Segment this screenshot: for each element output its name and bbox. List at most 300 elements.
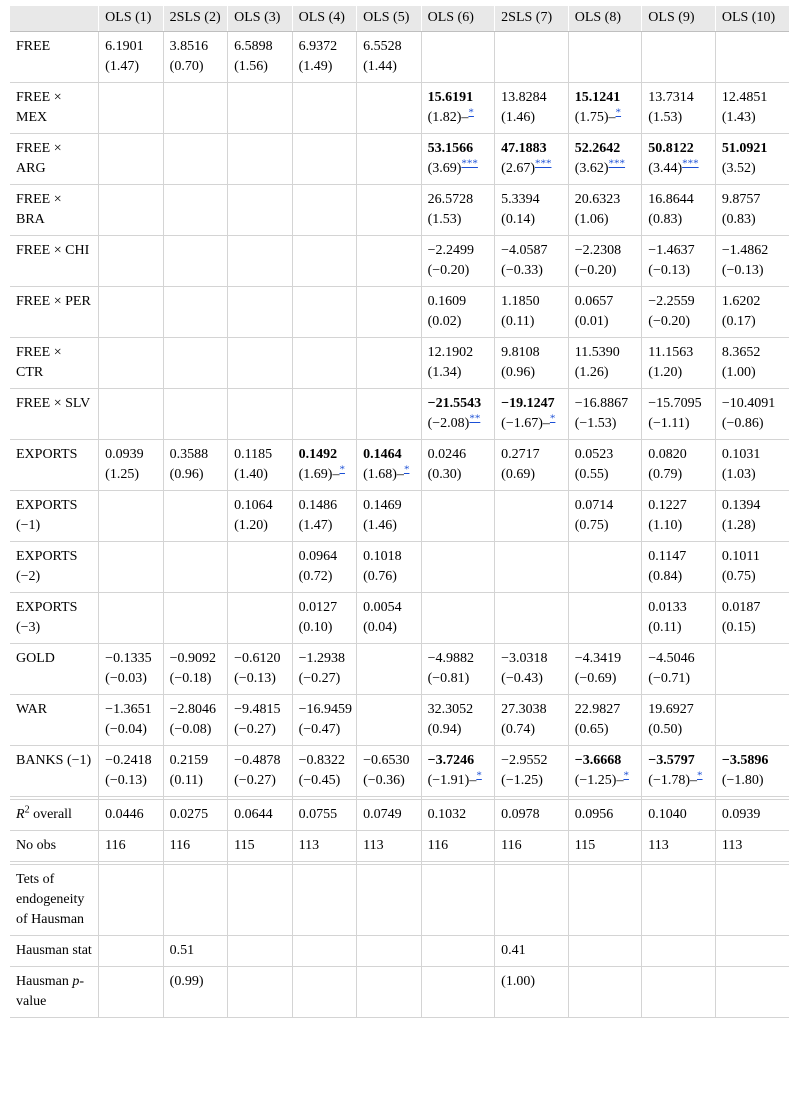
column-header: OLS (9) <box>642 6 716 32</box>
table-cell <box>228 236 292 287</box>
row-label: Tets of endogeneity of Hausman <box>10 865 99 936</box>
coefficient-value: −3.6668 <box>574 753 622 768</box>
table-cell <box>292 695 356 746</box>
table-cell <box>228 134 292 185</box>
column-header: OLS (3) <box>228 6 292 32</box>
column-header: OLS (5) <box>357 6 421 32</box>
table-cell <box>715 695 789 746</box>
coefficient-value: 47.1883 <box>501 141 547 156</box>
table-cell <box>357 389 421 440</box>
t-stat-text: (1.82)– <box>427 110 469 125</box>
t-stat-text: (1.56) <box>234 59 268 74</box>
row-label: EXPORTS <box>10 440 99 491</box>
t-stat-text: (−1.91)– <box>427 773 477 788</box>
table-cell <box>421 936 495 967</box>
table-cell <box>163 440 227 491</box>
t-stat-text: (−0.27) <box>234 773 276 788</box>
t-stat-text: (1.44) <box>363 59 397 74</box>
coefficient-value: 0.1492 <box>298 447 338 462</box>
t-statistic <box>575 159 636 179</box>
table-cell <box>495 287 569 338</box>
table-cell <box>421 389 495 440</box>
table-cell <box>568 389 642 440</box>
table-cell <box>228 185 292 236</box>
t-stat-text: (−1.67)– <box>501 416 550 431</box>
table-cell <box>715 338 789 389</box>
significance-stars: * <box>339 463 345 476</box>
significance-stars: * <box>476 769 482 782</box>
table-cell <box>163 287 227 338</box>
table-cell <box>163 865 227 936</box>
table-cell: 0.0978 <box>495 800 569 831</box>
table-cell <box>99 236 163 287</box>
t-stat-text: (−0.18) <box>169 671 212 686</box>
coefficient-value: 0.1064 <box>234 498 273 513</box>
t-statistic <box>648 210 709 230</box>
t-stat-text: (1.49) <box>298 59 333 74</box>
coefficient-value: −16.9459 <box>298 702 353 717</box>
table-cell <box>495 338 569 389</box>
t-statistic <box>722 465 783 485</box>
t-statistic <box>299 720 350 740</box>
t-statistic <box>501 363 562 383</box>
coefficient-value: 53.1566 <box>427 141 474 156</box>
table-cell <box>642 936 716 967</box>
coefficient-value: 0.0187 <box>721 600 761 615</box>
t-statistic <box>501 261 562 281</box>
t-statistic <box>428 414 489 434</box>
coefficient-value: 0.0523 <box>574 447 614 462</box>
table-cell <box>421 542 495 593</box>
coefficient-value: −4.5046 <box>648 651 695 666</box>
coefficient-value: −3.7246 <box>427 753 475 768</box>
table-cell <box>228 389 292 440</box>
table-cell <box>421 32 495 83</box>
t-stat-text: (0.04) <box>363 620 397 635</box>
t-statistic <box>648 669 709 689</box>
table-cell: 0.0939 <box>715 800 789 831</box>
coefficient-value: 0.1031 <box>721 447 761 462</box>
table-cell <box>495 542 569 593</box>
t-stat-text: (1.47) <box>298 518 333 533</box>
coefficient-value: −9.4815 <box>234 702 281 717</box>
t-stat-text: (3.69) <box>427 161 462 176</box>
table-cell <box>163 644 227 695</box>
coefficient-value: −0.6530 <box>363 753 410 768</box>
t-statistic <box>648 465 709 485</box>
t-statistic <box>648 516 709 536</box>
table-cell <box>357 695 421 746</box>
row-label: FREE × BRA <box>10 185 99 236</box>
t-statistic <box>170 57 221 77</box>
table-cell <box>163 491 227 542</box>
t-statistic <box>170 771 221 791</box>
table-cell <box>357 644 421 695</box>
t-statistic <box>234 516 285 536</box>
coefficient-value: −4.0587 <box>501 243 548 258</box>
table-cell: 115 <box>228 831 292 862</box>
t-stat-text: (0.11) <box>501 314 535 329</box>
t-statistic <box>648 108 709 128</box>
table-cell <box>568 491 642 542</box>
table-row <box>10 134 789 185</box>
table-cell <box>228 287 292 338</box>
coefficient-value: 6.1901 <box>105 39 144 54</box>
table-cell <box>228 593 292 644</box>
table-cell <box>99 440 163 491</box>
t-statistic <box>501 720 562 740</box>
table-cell <box>421 865 495 936</box>
row-label: FREE × SLV <box>10 389 99 440</box>
table-cell <box>421 491 495 542</box>
t-statistic <box>575 771 636 791</box>
table-cell <box>495 185 569 236</box>
table-cell <box>715 967 789 1018</box>
table-cell <box>99 185 163 236</box>
table-cell <box>642 695 716 746</box>
table-cell: 116 <box>99 831 163 862</box>
coefficient-value: −2.9552 <box>501 753 548 768</box>
t-stat-text: (−0.71) <box>648 671 691 686</box>
table-cell <box>228 83 292 134</box>
table-cell <box>495 83 569 134</box>
coefficient-value: 0.0820 <box>648 447 687 462</box>
table-row <box>10 185 789 236</box>
coefficient-value: 0.1469 <box>363 498 402 513</box>
table-cell <box>495 593 569 644</box>
t-stat-text: (0.50) <box>648 722 683 737</box>
t-stat-text: (1.53) <box>648 110 683 125</box>
table-cell <box>642 593 716 644</box>
t-statistic <box>428 312 489 332</box>
table-cell <box>357 865 421 936</box>
table-cell <box>642 389 716 440</box>
coefficient-value: 0.2159 <box>169 753 209 768</box>
coefficient-value: −16.8867 <box>574 396 629 411</box>
row-label <box>10 800 99 831</box>
coefficient-value: −0.9092 <box>169 651 217 666</box>
row-label: FREE × MEX <box>10 83 99 134</box>
coefficient-value: 16.8644 <box>648 192 694 207</box>
table-cell <box>163 236 227 287</box>
table-cell <box>292 185 356 236</box>
t-stat-text: (−0.36) <box>363 773 405 788</box>
t-stat-text: (1.46) <box>363 518 397 533</box>
coefficient-value: 19.6927 <box>648 702 694 717</box>
t-stat-text: (0.65) <box>574 722 609 737</box>
table-cell <box>495 236 569 287</box>
table-cell <box>228 644 292 695</box>
t-statistic <box>575 108 636 128</box>
coefficient-value: 0.2717 <box>501 447 540 462</box>
table-cell <box>715 491 789 542</box>
r-symbol: R <box>16 807 25 822</box>
t-statistic <box>299 618 350 638</box>
t-stat-text: (0.69) <box>501 467 535 482</box>
table-cell <box>228 695 292 746</box>
table-cell <box>292 491 356 542</box>
coefficient-value: −21.5543 <box>427 396 482 411</box>
table-cell <box>292 746 356 797</box>
t-statistic <box>722 210 783 230</box>
table-cell <box>99 865 163 936</box>
table-row <box>10 287 789 338</box>
table-cell <box>292 287 356 338</box>
table-cell <box>421 134 495 185</box>
t-stat-text: (0.75) <box>574 518 609 533</box>
table-cell <box>228 967 292 1018</box>
t-statistic <box>363 57 414 77</box>
observations-row <box>10 831 789 862</box>
table-cell: 116 <box>495 831 569 862</box>
table-cell <box>99 746 163 797</box>
t-stat-text: (−1.11) <box>648 416 690 431</box>
table-cell <box>715 134 789 185</box>
table-cell: 0.0446 <box>99 800 163 831</box>
table-cell: 116 <box>163 831 227 862</box>
t-stat-text: (−0.69) <box>574 671 617 686</box>
significance-stars: *** <box>461 157 478 170</box>
table-cell <box>715 83 789 134</box>
coefficient-value: 0.0657 <box>574 294 614 309</box>
coefficient-value: 0.0127 <box>298 600 338 615</box>
significance-stars: * <box>623 769 629 782</box>
t-stat-text: (1.06) <box>574 212 609 227</box>
table-row <box>10 236 789 287</box>
t-stat-text: (0.15) <box>721 620 756 635</box>
table-cell <box>357 440 421 491</box>
t-statistic <box>648 159 709 179</box>
table-cell <box>99 389 163 440</box>
label-part: -value <box>16 974 85 1009</box>
table-row <box>10 542 789 593</box>
table-cell <box>715 593 789 644</box>
t-statistic <box>722 261 783 281</box>
table-cell <box>421 338 495 389</box>
table-cell <box>292 967 356 1018</box>
test-row <box>10 936 789 967</box>
t-stat-text: (0.10) <box>298 620 333 635</box>
coefficient-value: 6.5898 <box>234 39 273 54</box>
header-row <box>10 6 789 32</box>
table-row <box>10 389 789 440</box>
table-cell <box>99 134 163 185</box>
t-stat-text: (1.47) <box>105 59 139 74</box>
table-cell <box>228 865 292 936</box>
t-statistic <box>575 312 636 332</box>
table-cell <box>568 967 642 1018</box>
t-statistic <box>501 414 562 434</box>
t-statistic <box>428 159 489 179</box>
t-stat-text: (1.53) <box>427 212 462 227</box>
column-header: 2SLS (7) <box>495 6 569 32</box>
t-statistic <box>428 720 489 740</box>
t-statistic <box>575 720 636 740</box>
coefficient-value: 0.1011 <box>721 549 760 564</box>
t-statistic <box>575 516 636 536</box>
significance-stars: *** <box>608 157 626 170</box>
table-cell <box>495 746 569 797</box>
table-cell <box>642 236 716 287</box>
coefficient-value: 0.0964 <box>298 549 338 564</box>
table-cell <box>163 389 227 440</box>
coefficient-value: 15.6191 <box>427 90 474 105</box>
table-cell <box>357 593 421 644</box>
t-stat-text: (3.52) <box>721 161 756 176</box>
table-cell <box>421 593 495 644</box>
table-cell <box>292 83 356 134</box>
table-cell <box>163 542 227 593</box>
table-cell <box>292 134 356 185</box>
table-cell <box>715 936 789 967</box>
t-statistic <box>501 210 562 230</box>
coefficient-value: −0.4878 <box>234 753 281 768</box>
t-statistic <box>722 414 783 434</box>
coefficient-value: 0.0133 <box>648 600 687 615</box>
table-cell <box>642 83 716 134</box>
table-cell <box>357 287 421 338</box>
coefficient-value: −4.3419 <box>574 651 622 666</box>
t-statistic <box>648 261 709 281</box>
row-label: No obs <box>10 831 99 862</box>
t-statistic <box>105 669 156 689</box>
t-stat-text: (0.84) <box>648 569 683 584</box>
t-stat-text: (1.68)– <box>363 467 404 482</box>
t-stat-text: (−0.27) <box>298 671 341 686</box>
row-label: FREE × ARG <box>10 134 99 185</box>
table-cell <box>421 695 495 746</box>
t-stat-text: (−1.78)– <box>648 773 698 788</box>
table-cell <box>357 542 421 593</box>
column-header: OLS (6) <box>421 6 495 32</box>
t-stat-text: (0.76) <box>363 569 397 584</box>
regression-table <box>10 6 789 1018</box>
t-stat-text: (−0.45) <box>298 773 341 788</box>
significance-stars: *** <box>682 157 699 170</box>
t-stat-text: (0.01) <box>574 314 609 329</box>
table-cell: 0.0275 <box>163 800 227 831</box>
table-cell <box>568 287 642 338</box>
table-cell <box>99 695 163 746</box>
table-cell <box>228 542 292 593</box>
table-cell <box>642 185 716 236</box>
table-cell <box>642 542 716 593</box>
t-statistic <box>299 465 350 485</box>
t-stat-text: (1.26) <box>574 365 609 380</box>
t-statistic <box>575 414 636 434</box>
table-cell <box>421 746 495 797</box>
table-cell <box>99 338 163 389</box>
table-cell <box>495 644 569 695</box>
table-cell <box>568 695 642 746</box>
table-cell <box>163 338 227 389</box>
table-cell <box>568 236 642 287</box>
table-cell <box>568 32 642 83</box>
table-cell <box>292 865 356 936</box>
t-statistic <box>299 771 350 791</box>
t-statistic <box>501 159 562 179</box>
t-stat-text: (0.02) <box>427 314 462 329</box>
table-cell <box>715 644 789 695</box>
table-cell <box>163 134 227 185</box>
table-cell: 0.0749 <box>357 800 421 831</box>
label-italic: p <box>72 974 80 989</box>
table-cell <box>568 593 642 644</box>
t-statistic <box>722 312 783 332</box>
significance-stars: * <box>615 106 622 119</box>
table-cell <box>163 32 227 83</box>
t-stat-text: (1.25) <box>105 467 139 482</box>
t-statistic <box>299 57 350 77</box>
table-cell <box>568 644 642 695</box>
coefficient-value: 0.1147 <box>648 549 687 564</box>
table-cell <box>228 746 292 797</box>
table-cell <box>163 695 227 746</box>
row-label: EXPORTS (−2) <box>10 542 99 593</box>
table-cell: 116 <box>421 831 495 862</box>
t-stat-text: (0.17) <box>721 314 756 329</box>
t-stat-text: (1.43) <box>721 110 756 125</box>
table-cell <box>292 389 356 440</box>
table-cell: 113 <box>292 831 356 862</box>
t-stat-text: (1.28) <box>721 518 756 533</box>
coefficient-value: 0.1018 <box>363 549 402 564</box>
table-cell <box>642 134 716 185</box>
table-cell <box>715 746 789 797</box>
t-statistic <box>722 159 783 179</box>
table-cell <box>99 936 163 967</box>
table-cell: 113 <box>642 831 716 862</box>
table-cell <box>292 236 356 287</box>
coefficient-value: −3.5797 <box>648 753 695 768</box>
t-stat-text: (3.62) <box>574 161 609 176</box>
table-cell <box>568 83 642 134</box>
t-statistic <box>170 465 221 485</box>
table-cell <box>568 338 642 389</box>
table-cell <box>495 695 569 746</box>
row-label: BANKS (−1) <box>10 746 99 797</box>
significance-stars: * <box>468 106 474 119</box>
t-statistic <box>575 363 636 383</box>
test-row <box>10 865 789 936</box>
table-cell <box>292 542 356 593</box>
t-stat-text: (−0.47) <box>298 722 341 737</box>
table-cell <box>99 593 163 644</box>
t-statistic <box>428 465 489 485</box>
t-statistic <box>299 567 350 587</box>
column-header: OLS (10) <box>715 6 789 32</box>
t-stat-text: (0.14) <box>501 212 535 227</box>
coefficient-value: −15.7095 <box>648 396 702 411</box>
coefficient-value: 5.3394 <box>501 192 540 207</box>
table-cell <box>292 936 356 967</box>
coefficient-value: 0.0246 <box>427 447 467 462</box>
coefficient-value: −1.4637 <box>648 243 695 258</box>
coefficient-value: 0.3588 <box>169 447 209 462</box>
t-statistic <box>428 363 489 383</box>
table-cell <box>715 185 789 236</box>
table-cell <box>715 542 789 593</box>
coefficient-value: −2.8046 <box>169 702 217 717</box>
coefficient-value: 12.1902 <box>427 345 474 360</box>
table-cell <box>642 746 716 797</box>
t-stat-text: (0.94) <box>427 722 462 737</box>
t-statistic <box>234 771 285 791</box>
table-row <box>10 695 789 746</box>
row-label: FREE × CTR <box>10 338 99 389</box>
coefficient-value: −3.0318 <box>501 651 548 666</box>
coefficient-value: 13.7314 <box>648 90 694 105</box>
